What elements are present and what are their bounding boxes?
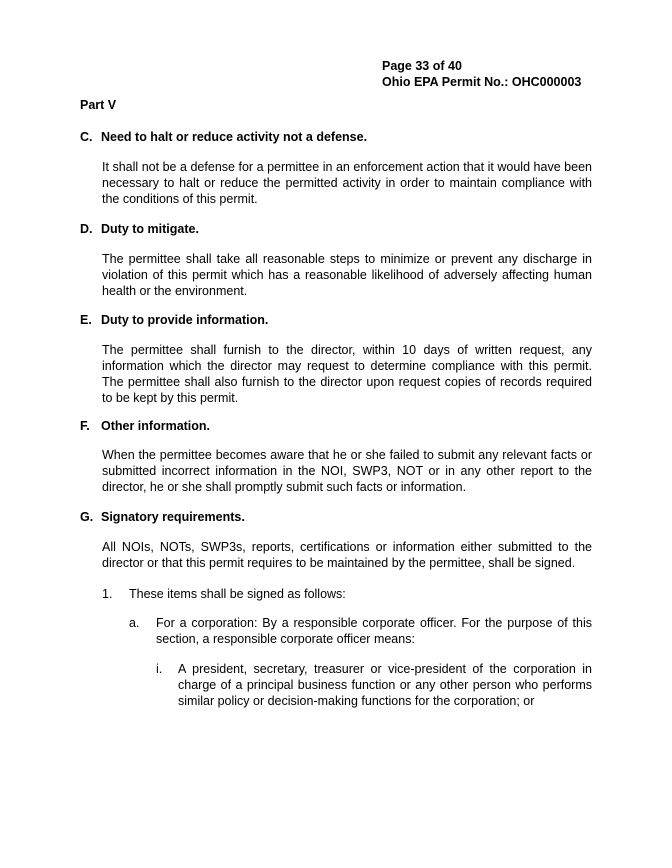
section-title: Duty to mitigate. bbox=[101, 222, 199, 236]
list-item-letter: a. bbox=[129, 616, 140, 630]
list-item-number: 1. bbox=[102, 587, 113, 601]
list-item-text: These items shall be signed as follows: bbox=[129, 587, 346, 601]
section-title: Need to halt or reduce activity not a defense. bbox=[101, 130, 368, 144]
section-f-heading bbox=[80, 418, 210, 434]
list-item-text: A president, secretary, treasurer or vice-president of the corporation in charge of a principal business function or any other person who performs similar policy or decision-making functions for the corporation; or bbox=[178, 662, 592, 708]
section-title: Other information. bbox=[101, 419, 211, 433]
page-header bbox=[382, 58, 581, 90]
list-item-roman: i. bbox=[156, 662, 163, 676]
section-c-heading bbox=[80, 129, 367, 145]
section-e-heading bbox=[80, 312, 268, 328]
part-title: Part V bbox=[80, 98, 117, 112]
section-letter: D. bbox=[80, 222, 93, 236]
section-d-heading bbox=[80, 221, 199, 237]
section-letter: F. bbox=[80, 419, 90, 433]
section-c-body: It shall not be a defense for a permittee in an enforcement action that it would have been necessary to halt or reduce the permitted activity in order to maintain compliance with the conditions of this permit. bbox=[102, 160, 592, 206]
section-title: Duty to provide information. bbox=[101, 313, 269, 327]
permit-number: Ohio EPA Permit No.: OHC000003 bbox=[382, 75, 582, 89]
list-item-text: For a corporation: By a responsible corporate officer. For the purpose of this section, a responsible corporate officer means: bbox=[156, 616, 592, 646]
section-letter: G. bbox=[80, 510, 94, 524]
section-e-body: The permittee shall furnish to the director, within 10 days of written request, any information which the director may request to determine compliance with this permit. The permittee shall also furnish to the director upon request copies of records required to be kept by this permit. bbox=[102, 343, 592, 405]
section-letter: E. bbox=[80, 313, 92, 327]
section-letter: C. bbox=[80, 130, 93, 144]
section-d-body: The permittee shall take all reasonable steps to minimize or prevent any discharge in violation of this permit which has a reasonable likelihood of adversely affecting human health or the environment. bbox=[102, 252, 592, 298]
section-title: Signatory requirements. bbox=[101, 510, 245, 524]
section-g-heading bbox=[80, 509, 245, 525]
page-number: Page 33 of 40 bbox=[382, 59, 462, 73]
section-g-body: All NOIs, NOTs, SWP3s, reports, certifications or information either submitted to the director or that this permit requires to be maintained by the permittee, shall be signed. bbox=[102, 540, 592, 570]
section-f-body: When the permittee becomes aware that he or she failed to submit any relevant facts or submitted incorrect information in the NOI, SWP3, NOT or in any other report to the director, he or she shall promptly submit such facts or information. bbox=[102, 448, 592, 494]
